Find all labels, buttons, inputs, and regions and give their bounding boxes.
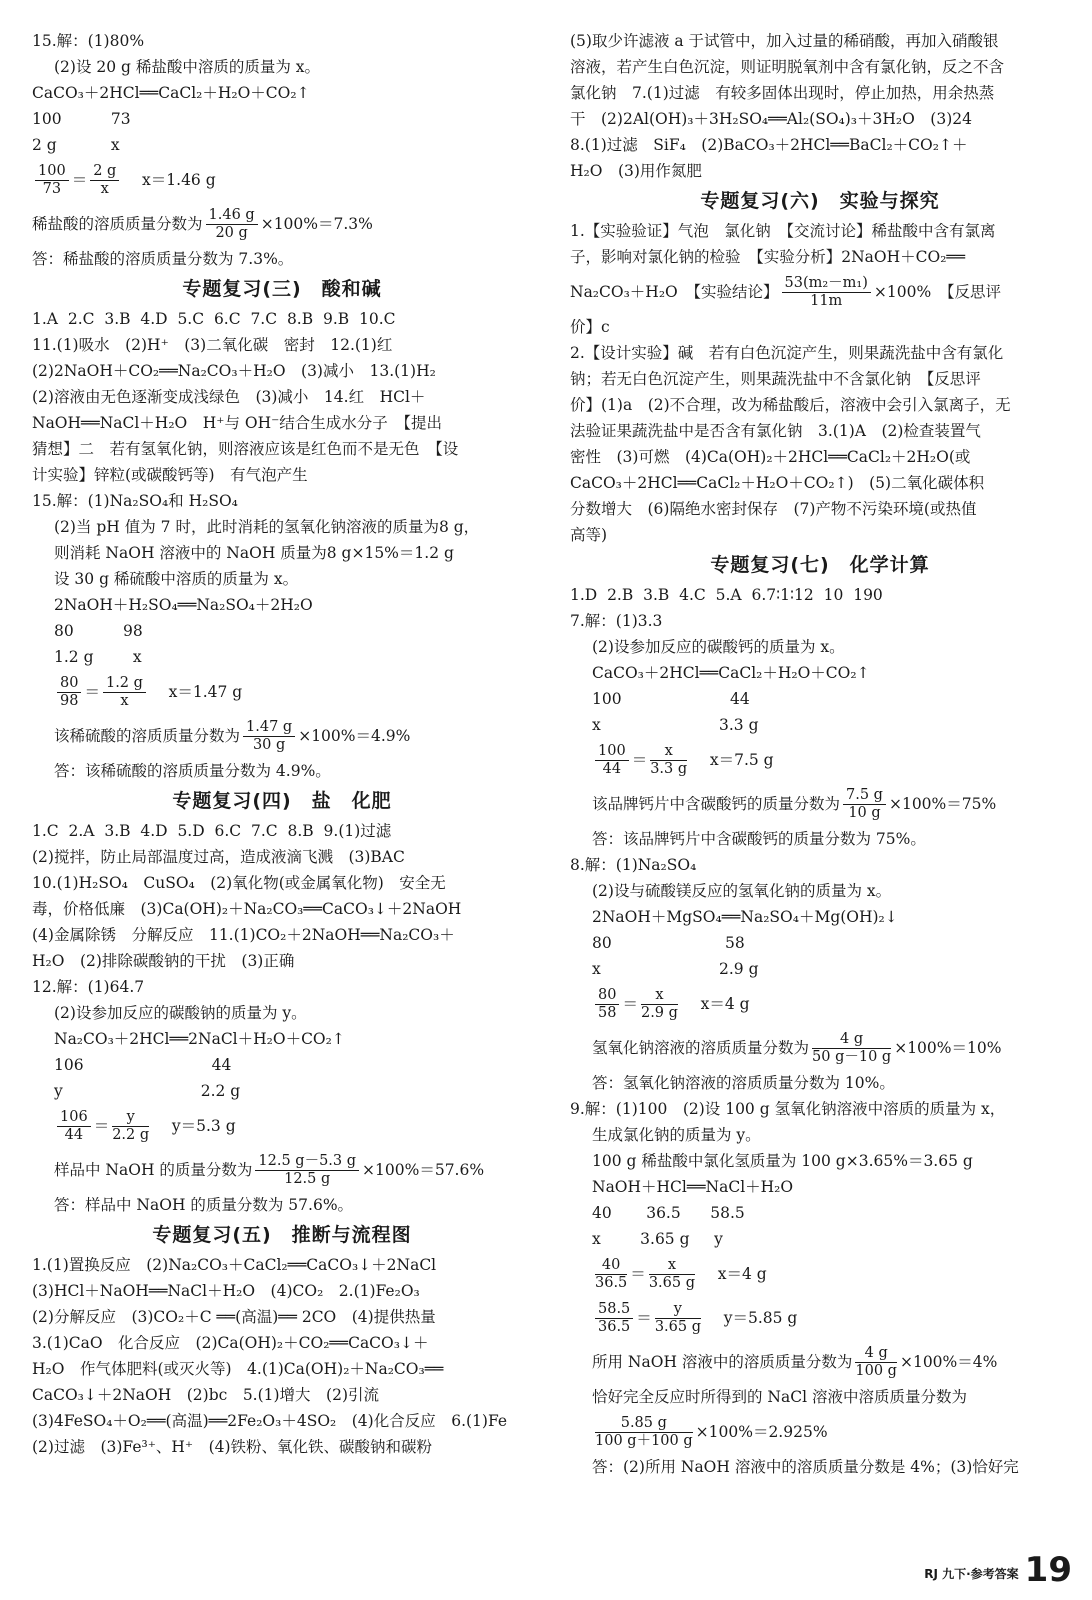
- text-line: CaCO₃＋2HCl══CaCl₂＋H₂O＋CO₂↑: [592, 664, 870, 682]
- fraction: [595, 1257, 627, 1292]
- fraction-denominator: 12.5 g: [284, 1170, 331, 1187]
- fraction-denominator: 2.2 g: [112, 1126, 150, 1143]
- text-line: (2)设与硫酸镁反应的氢氧化钠的质量为 x。: [592, 882, 892, 900]
- fraction-numerator: 40: [595, 1257, 627, 1275]
- text-line: 2.【设计实验】碱 若有白色沉淀产生，则果蔬洗盐中含有氯化: [570, 344, 1004, 362]
- text-line: y 2.2 g: [54, 1082, 241, 1100]
- text-line: (2)2NaOH＋CO₂══Na₂CO₃＋H₂O (3)减小 13.(1)H₂: [32, 362, 436, 380]
- text-line: 恰好完全反应时所得到的 NaCl 溶液中溶质质量分数为: [592, 1388, 967, 1406]
- formula-text: x＝1.46 g: [122, 171, 216, 189]
- text-line: 生成氯化钠的质量为 y。: [592, 1126, 761, 1144]
- text-line: 2NaOH＋MgSO₄══Na₂SO₄＋Mg(OH)₂↓: [592, 908, 898, 926]
- fraction-numerator: x: [650, 743, 687, 761]
- fraction: [206, 207, 258, 242]
- text-line: 计实验】锌粒(或碳酸钙等) 有气泡产生: [32, 466, 308, 484]
- text-line: 设 30 g 稀硫酸中溶质的质量为 x。: [54, 570, 299, 588]
- text-line: 8.解：(1)Na₂SO₄: [570, 856, 697, 874]
- text-line: 干 (2)2Al(OH)₃＋3H₂SO₄══Al₂(SO₄)₃＋3H₂O (3)24: [570, 110, 972, 128]
- fraction-numerator: y: [112, 1109, 149, 1127]
- fraction-denominator: 100 g＋100 g: [595, 1432, 693, 1449]
- section-heading: 专题复习(四) 盐 化肥: [172, 790, 392, 812]
- text-line: 氯化钠 7.(1)过滤 有较多固体出现时，停止加热，用余热蒸: [570, 84, 995, 102]
- text-line: CaCO₃＋2HCl══CaCl₂＋H₂O＋CO₂↑: [32, 84, 310, 102]
- fraction-numerator: 4 g: [812, 1031, 891, 1049]
- text-line: 则消耗 NaOH 溶液中的 NaOH 质量为8 g×15%＝1.2 g: [54, 544, 454, 562]
- formula-text: ×100%＝7.3%: [260, 215, 373, 233]
- formula-line: [32, 202, 532, 246]
- text-line: H₂O (3)用作氮肥: [570, 162, 702, 180]
- text-line: 80 98: [54, 622, 143, 640]
- formula-text: 该稀硫酸的溶质质量分数为: [54, 727, 241, 745]
- fraction-numerator: 58.5: [595, 1301, 633, 1319]
- text-line: (2)设参加反应的碳酸钠的质量为 y。: [54, 1004, 307, 1022]
- text-line: 80 58: [592, 934, 745, 952]
- fraction: [595, 1415, 693, 1450]
- formula-text: y＝5.3 g: [152, 1117, 236, 1135]
- formula-line: [570, 1026, 1070, 1070]
- text-line: 1.D 2.B 3.B 4.C 5.A 6.7∶1∶12 10 190: [570, 586, 883, 604]
- text-line: (4)金属除锈 分解反应 11.(1)CO₂＋2NaOH══Na₂CO₃＋: [32, 926, 455, 944]
- text-line: NaOH＋HCl══NaCl＋H₂O: [592, 1178, 794, 1196]
- fraction-denominator: 50 g－10 g: [812, 1048, 892, 1065]
- formula-text: ＝: [630, 1265, 646, 1283]
- text-line: 溶液，若产生白色沉淀，则证明脱氧剂中含有氯化钠，反之不含: [570, 58, 1005, 76]
- fraction-numerator: 1.46 g: [206, 207, 258, 225]
- formula-text: 样品中 NaOH 的质量分数为: [54, 1161, 253, 1179]
- text-line: 11.(1)吸水 (2)H⁺ (3)二氧化碳 密封 12.(1)红: [32, 336, 393, 354]
- fraction: [655, 1301, 701, 1336]
- fraction: [595, 1301, 633, 1336]
- fraction-denominator: 36.5: [595, 1274, 628, 1291]
- fraction: [255, 1153, 359, 1188]
- fraction-denominator: 100 g: [855, 1362, 897, 1379]
- formula-line: [32, 714, 532, 758]
- fraction: [641, 987, 678, 1022]
- text-line: 15.解：(1)Na₂SO₄和 H₂SO₄: [32, 492, 238, 510]
- fraction-denominator: 11m: [810, 292, 843, 309]
- fraction: [782, 275, 871, 310]
- formula-line: [32, 1148, 532, 1192]
- fraction-numerator: 4 g: [855, 1345, 897, 1363]
- formula-text: ×100%＝75%: [888, 795, 997, 813]
- text-line: 1.(1)置换反应 (2)Na₂CO₃＋CaCl₂══CaCO₃↓＋2NaCl: [32, 1256, 437, 1274]
- text-line: 价】(1)a (2)不合理，改为稀盐酸后，溶液中会引入氯离子，无: [570, 396, 1011, 414]
- fraction-denominator: 3.65 g: [654, 1318, 701, 1335]
- fraction: [57, 675, 81, 710]
- fraction-numerator: 1.47 g: [243, 719, 295, 737]
- fraction-denominator: x: [100, 180, 109, 197]
- formula-line: [570, 1410, 1070, 1454]
- fraction-denominator: 36.5: [598, 1318, 631, 1335]
- text-line: 2NaOH＋H₂SO₄══Na₂SO₄＋2H₂O: [54, 596, 313, 614]
- text-line: 100 g 稀盐酸中氯化氢质量为 100 g×3.65%＝3.65 g: [592, 1152, 973, 1170]
- fraction-denominator: 10 g: [848, 804, 881, 821]
- fraction: [112, 1109, 149, 1144]
- text-line: (2)过滤 (3)Fe³⁺、H⁺ (4)铁粉、氧化铁、碳酸钠和碳粉: [32, 1438, 433, 1456]
- text-line: 7.解：(1)3.3: [570, 612, 663, 630]
- formula-text: y＝5.85 g: [704, 1309, 798, 1327]
- fraction-numerator: 2 g: [90, 163, 119, 181]
- text-line: 答：该稀硫酸的溶质质量分数为 4.9%。: [54, 762, 331, 780]
- formula-text: ×100%＝10%: [894, 1039, 1002, 1057]
- text-line: 9.解：(1)100 (2)设 100 g 氢氧化钠溶液中溶质的质量为 x，: [570, 1100, 1006, 1118]
- text-line: 价】c: [570, 318, 610, 336]
- text-line: 100 44: [592, 690, 750, 708]
- fraction: [855, 1345, 897, 1380]
- text-line: 毒，价格低廉 (3)Ca(OH)₂＋Na₂CO₃══CaCO₃↓＋2NaOH: [32, 900, 462, 918]
- fraction-numerator: x: [641, 987, 678, 1005]
- fraction-numerator: 1.2 g: [103, 675, 146, 693]
- section-heading: 专题复习(三) 酸和碱: [182, 278, 382, 300]
- formula-text: 稀盐酸的溶质质量分数为: [32, 215, 203, 233]
- formula-line: [570, 782, 1070, 826]
- text-line: Na₂CO₃＋2HCl══2NaCl＋H₂O＋CO₂↑: [54, 1030, 345, 1048]
- fraction-denominator: 44: [602, 760, 622, 777]
- formula-line: [570, 1252, 1070, 1296]
- formula-text: ＝: [84, 683, 100, 701]
- text-line: 100 73: [32, 110, 131, 128]
- formula-text: Na₂CO₃＋H₂O 【实验结论】: [570, 283, 779, 301]
- formula-text: ×100%＝4.9%: [298, 727, 411, 745]
- left-column: [32, 28, 532, 1460]
- text-line: 分数增大 (6)隔绝水密封保存 (7)产物不污染环境(或热值: [570, 500, 977, 518]
- text-line: 8.(1)过滤 SiF₄ (2)BaCO₃＋2HCl══BaCl₂＋CO₂↑＋: [570, 136, 968, 154]
- formula-line: [570, 1296, 1070, 1340]
- formula-text: x＝1.47 g: [148, 683, 243, 701]
- text-line: CaCO₃↓＋2NaOH (2)bc 5.(1)增大 (2)引流: [32, 1386, 380, 1404]
- fraction-numerator: 80: [57, 675, 81, 693]
- fraction-denominator: 44: [64, 1126, 84, 1143]
- text-line: 1.【实验验证】气泡 氯化钠 【交流讨论】稀盐酸中含有氯离: [570, 222, 996, 240]
- text-line: 答：该品牌钙片中含碳酸钙的质量分数为 75%。: [592, 830, 926, 848]
- text-line: (2)溶液由无色逐渐变成浅绿色 (3)减小 14.红 HCl＋: [32, 388, 426, 406]
- fraction: [90, 163, 119, 198]
- fraction: [650, 743, 687, 778]
- fraction-numerator: 7.5 g: [843, 787, 886, 805]
- formula-text: 氢氧化钠溶液的溶质质量分数为: [592, 1039, 810, 1057]
- fraction-numerator: 80: [595, 987, 619, 1005]
- text-line: (3)HCl＋NaOH══NaCl＋H₂O (4)CO₂ 2.(1)Fe₂O₃: [32, 1282, 420, 1300]
- text-line: x 2.9 g: [592, 960, 759, 978]
- text-line: 15.解：(1)80%: [32, 32, 145, 50]
- text-line: 答：样品中 NaOH 的质量分数为 57.6%。: [54, 1196, 354, 1214]
- text-line: 钠；若无白色沉淀产生，则果蔬洗盐中不含氯化钠 【反思评: [570, 370, 981, 388]
- section-heading: 专题复习(七) 化学计算: [710, 554, 930, 576]
- text-line: (2)分解反应 (3)CO₂＋C ══(高温)══ 2CO (4)提供热量: [32, 1308, 436, 1326]
- formula-text: ＝: [622, 995, 638, 1013]
- text-line: 1.C 2.A 3.B 4.D 5.D 6.C 7.C 8.B 9.(1)过滤: [32, 822, 392, 840]
- text-line: x 3.65 g y: [592, 1230, 723, 1248]
- fraction-numerator: 106: [57, 1109, 91, 1127]
- page-number: 19: [1024, 1550, 1072, 1590]
- footer-label: RJ 九下·参考答案: [924, 1567, 1019, 1581]
- formula-text: ×100%＝57.6%: [362, 1161, 485, 1179]
- section-heading: 专题复习(六) 实验与探究: [700, 190, 940, 212]
- formula-text: 该品牌钙片中含碳酸钙的质量分数为: [592, 795, 841, 813]
- text-line: 40 36.5 58.5: [592, 1204, 745, 1222]
- text-line: 答：稀盐酸的溶质质量分数为 7.3%。: [32, 250, 294, 268]
- fraction: [57, 1109, 91, 1144]
- formula-line: [32, 670, 532, 714]
- fraction-denominator: 73: [42, 180, 62, 197]
- formula-text: ＝: [636, 1309, 652, 1327]
- text-line: (2)设参加反应的碳酸钙的质量为 x。: [592, 638, 845, 656]
- fraction-denominator: 2.9 g: [640, 1004, 678, 1021]
- fraction-numerator: 53(m₂－m₁): [782, 275, 871, 293]
- text-line: 法验证果蔬洗盐中是否含有氯化钠 3.(1)A (2)检查装置气: [570, 422, 981, 440]
- text-line: (3)4FeSO₄＋O₂══(高温)══2Fe₂O₃＋4SO₂ (4)化合反应 6.(1)Fe: [32, 1412, 508, 1430]
- fraction-denominator: x: [120, 692, 129, 709]
- text-line: x 3.3 g: [592, 716, 759, 734]
- formula-text: x＝7.5 g: [690, 751, 774, 769]
- formula-line: [570, 270, 1070, 314]
- fraction: [843, 787, 886, 822]
- text-line: 高等): [570, 526, 608, 544]
- text-line: 12.解：(1)64.7: [32, 978, 145, 996]
- fraction-denominator: 3.3 g: [650, 760, 688, 777]
- fraction-denominator: 30 g: [252, 736, 286, 753]
- text-line: 3.(1)CaO 化合反应 (2)Ca(OH)₂＋CO₂══CaCO₃↓＋: [32, 1334, 429, 1352]
- text-line: 1.A 2.C 3.B 4.D 5.C 6.C 7.C 8.B 9.B 10.C: [32, 310, 396, 328]
- text-line: NaOH══NaCl＋H₂O H⁺与 OH⁻结合生成水分子 【提出: [32, 414, 443, 432]
- page-footer: [924, 1552, 1072, 1588]
- fraction: [243, 719, 295, 754]
- fraction-denominator: 3.65 g: [648, 1274, 695, 1291]
- formula-line: [32, 1104, 532, 1148]
- fraction: [35, 163, 69, 198]
- text-line: H₂O 作气体肥料(或灭火等) 4.(1)Ca(OH)₂＋Na₂CO₃══: [32, 1360, 444, 1378]
- text-line: (2)搅拌，防止局部温度过高，造成液滴飞溅 (3)BAC: [32, 848, 405, 866]
- fraction-numerator: x: [649, 1257, 695, 1275]
- formula-line: [570, 982, 1070, 1026]
- fraction: [103, 675, 146, 710]
- formula-text: ×100%＝2.925%: [695, 1423, 828, 1441]
- formula-text: x＝4 g: [680, 995, 750, 1013]
- text-line: 密性 (3)可燃 (4)Ca(OH)₂＋2HCl══CaCl₂＋2H₂O(或: [570, 448, 971, 466]
- fraction-numerator: 12.5 g－5.3 g: [255, 1153, 359, 1171]
- formula-text: ×100% 【反思评: [873, 283, 1001, 301]
- text-line: 子，影响对氯化钠的检验 【实验分析】2NaOH＋CO₂══: [570, 248, 966, 266]
- text-line: (5)取少许滤液 a 于试管中，加入过量的稀硝酸，再加入硝酸银: [570, 32, 999, 50]
- text-line: CaCO₃＋2HCl══CaCl₂＋H₂O＋CO₂↑) (5)二氧化碳体积: [570, 474, 985, 492]
- text-line: (2)当 pH 值为 7 时，此时消耗的氢氧化钠溶液的质量为8 g，: [54, 518, 480, 536]
- formula-line: [570, 738, 1070, 782]
- fraction: [812, 1031, 891, 1066]
- text-line: 1.2 g x: [54, 648, 142, 666]
- formula-text: 所用 NaOH 溶液中的溶质质量分数为: [592, 1353, 853, 1371]
- fraction: [595, 743, 629, 778]
- fraction-denominator: 58: [598, 1004, 617, 1021]
- formula-text: ＝: [631, 751, 648, 769]
- text-line: 答：氢氧化钠溶液的溶质质量分数为 10%。: [592, 1074, 895, 1092]
- text-line: 10.(1)H₂SO₄ CuSO₄ (2)氧化物(或金属氧化物) 安全无: [32, 874, 446, 892]
- fraction-numerator: 100: [595, 743, 629, 761]
- right-column: [570, 28, 1070, 1480]
- fraction-numerator: 100: [35, 163, 69, 181]
- fraction-numerator: y: [655, 1301, 701, 1319]
- text-line: 2 g x: [32, 136, 120, 154]
- text-line: H₂O (2)排除碳酸钠的干扰 (3)正确: [32, 952, 295, 970]
- formula-line: [570, 1340, 1070, 1384]
- formula-line: [32, 158, 532, 202]
- fraction: [649, 1257, 695, 1292]
- text-line: 猜想】二 若有氢氧化钠，则溶液应该是红色而不是无色 【设: [32, 440, 459, 458]
- section-heading: 专题复习(五) 推断与流程图: [152, 1224, 412, 1246]
- fraction-numerator: 5.85 g: [595, 1415, 693, 1433]
- formula-text: x＝4 g: [698, 1265, 767, 1283]
- text-line: 106 44: [54, 1056, 232, 1074]
- fraction-denominator: 20 g: [215, 224, 248, 241]
- formula-text: ×100%＝4%: [899, 1353, 998, 1371]
- fraction: [595, 987, 619, 1022]
- text-line: 答：(2)所用 NaOH 溶液中的溶质质量分数是 4%；(3)恰好完: [592, 1458, 1019, 1476]
- formula-text: ＝: [93, 1117, 110, 1135]
- text-line: (2)设 20 g 稀盐酸中溶质的质量为 x。: [54, 58, 321, 76]
- formula-text: ＝: [71, 171, 88, 189]
- fraction-denominator: 98: [60, 692, 79, 709]
